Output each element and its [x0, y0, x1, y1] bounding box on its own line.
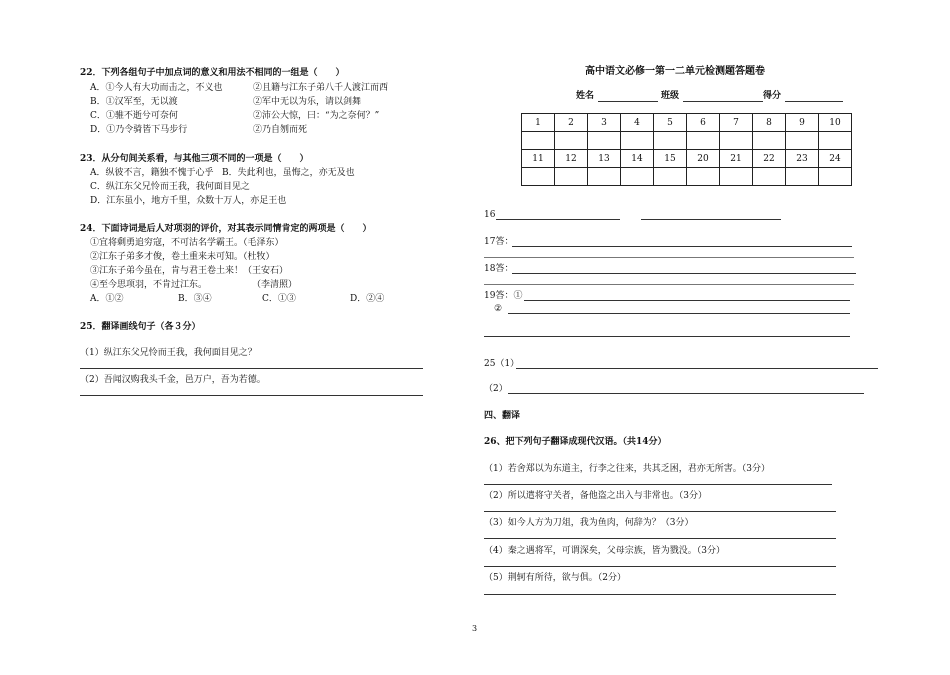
q26-item-3: （3）如今人方为刀俎，我为鱼肉，何辞为？（3分）	[484, 518, 694, 528]
q19-answer-line-2[interactable]	[508, 313, 850, 314]
q22-option-c1: C．①骓不逝兮可奈何	[90, 111, 178, 121]
q17-label: 17答：	[484, 237, 514, 247]
grid-answer-cell[interactable]	[588, 132, 621, 150]
grid-answer-cell[interactable]	[720, 132, 753, 150]
q25-answer-line-1[interactable]	[80, 368, 423, 369]
q25-item-1: （1）纵江东父兄怜而王我，我何面目见之？	[80, 348, 257, 358]
grid-answer-cell[interactable]	[522, 132, 555, 150]
q22-option-c2: ②沛公大惊，曰：“为之奈何？”	[253, 111, 380, 121]
grid-answer-cell[interactable]	[720, 168, 753, 186]
q24-choice-c: C．①③	[262, 294, 296, 304]
q24-choice-a: A．①②	[90, 294, 124, 304]
q26-item-2: （2）所以遣将守关者，备他盗之出入与非常也。（3分）	[484, 491, 707, 501]
grid-cell-number: 7	[720, 114, 753, 132]
q26-item-1: （1）若舍郑以为东道主，行李之往来，共其乏困，君亦无所害。（3分）	[484, 464, 770, 474]
q16-answer-line-2[interactable]	[641, 219, 781, 220]
q22-option-b1: B．①汉军至，无以渡	[90, 97, 178, 107]
answer-grid	[521, 113, 852, 186]
grid-cell-number: 12	[555, 150, 588, 168]
grid-answer-cell[interactable]	[522, 168, 555, 186]
q22-stem: 22．下列各组句子中加点词的意义和用法不相同的一组是（ ）	[80, 68, 345, 78]
q16-label: 16	[484, 210, 496, 220]
q23-stem: 23．从分句间关系看，与其他三项不同的一项是（ ）	[80, 154, 309, 164]
q26-answer-line-4[interactable]	[484, 566, 836, 567]
grid-cell-number: 9	[786, 114, 819, 132]
grid-cell-number: 11	[522, 150, 555, 168]
q23-option-a: A．纵彼不言，籍独不愧于心乎	[90, 168, 214, 178]
class-field[interactable]	[683, 101, 763, 102]
grid-row-answers-2	[522, 168, 852, 186]
answer-sheet-title: 高中语文必修一第一二单元检测题答题卷	[585, 66, 765, 77]
grid-answer-cell[interactable]	[687, 168, 720, 186]
q23-option-c: C．纵江东父兄怜而王我，我何面目见之	[90, 182, 250, 192]
q22-option-a2: ②且籍与江东子弟八千人渡江而西	[253, 83, 389, 93]
grid-answer-cell[interactable]	[621, 168, 654, 186]
q22-option-a1: A．①今人有大功而击之，不义也	[90, 83, 223, 93]
q25-1-answer-line[interactable]	[516, 368, 878, 369]
grid-answer-cell[interactable]	[621, 132, 654, 150]
score-field[interactable]	[785, 101, 843, 102]
grid-answer-cell[interactable]	[588, 168, 621, 186]
q25-2-answer-line[interactable]	[508, 393, 864, 394]
q17-answer-line-1[interactable]	[512, 246, 852, 247]
q18-label: 18答：	[484, 264, 514, 274]
q19-part-2-label: ②	[494, 304, 503, 314]
grid-answer-cell[interactable]	[687, 132, 720, 150]
grid-cell-number: 8	[753, 114, 786, 132]
grid-row-numbers-1	[522, 114, 852, 132]
q26-item-4: （4）秦之遇将军，可谓深矣，父母宗族，皆为戮没。（3分）	[484, 546, 725, 556]
grid-answer-cell[interactable]	[555, 132, 588, 150]
q22-option-d2: ②乃自刎而死	[253, 125, 308, 135]
grid-answer-cell[interactable]	[786, 168, 819, 186]
class-label: 班级	[661, 91, 680, 101]
grid-cell-number: 14	[621, 150, 654, 168]
grid-cell-number: 20	[687, 150, 720, 168]
q24-line-3: ③江东子弟今虽在，肯与君王卷土来！（王安石）	[90, 266, 289, 276]
grid-cell-number: 21	[720, 150, 753, 168]
q24-choice-d: D．②④	[350, 294, 385, 304]
grid-answer-cell[interactable]	[555, 168, 588, 186]
q24-line-2: ②江东子弟多才俊，卷土重来未可知。（杜牧）	[90, 252, 275, 262]
grid-answer-cell[interactable]	[819, 168, 852, 186]
q22-option-d1: D．①乃令骑皆下马步行	[90, 125, 188, 135]
q24-stem: 24．下面诗词是后人对项羽的评价，对其表示同情肯定的两项是（ ）	[80, 224, 372, 234]
grid-cell-number: 2	[555, 114, 588, 132]
q26-answer-line-3[interactable]	[484, 538, 836, 539]
grid-cell-number: 5	[654, 114, 687, 132]
q25-answer-line-2[interactable]	[80, 395, 423, 396]
q17-answer-line-2[interactable]	[484, 257, 854, 258]
q19-answer-line-1[interactable]	[524, 300, 850, 301]
q25-1-label: 25（1）	[484, 359, 520, 369]
q18-answer-line-1[interactable]	[512, 273, 856, 274]
grid-cell-number: 13	[588, 150, 621, 168]
grid-cell-number: 3	[588, 114, 621, 132]
grid-answer-cell[interactable]	[819, 132, 852, 150]
grid-cell-number: 22	[753, 150, 786, 168]
q26-stem: 26、把下列句子翻译成现代汉语。（共14分）	[484, 437, 667, 447]
grid-cell-number: 23	[786, 150, 819, 168]
grid-cell-number: 15	[654, 150, 687, 168]
q25-item-2: （2）吾闻汉购我头千金，邑万户，吾为若德。	[80, 375, 266, 385]
grid-answer-cell[interactable]	[753, 168, 786, 186]
q24-line-4-author: （李清照）	[252, 280, 298, 290]
q26-item-5: （5）荆轲有所待，欲与俱。（2分）	[484, 573, 626, 583]
grid-cell-number: 4	[621, 114, 654, 132]
grid-answer-cell[interactable]	[753, 132, 786, 150]
grid-row-numbers-2	[522, 150, 852, 168]
grid-cell-number: 1	[522, 114, 555, 132]
q25-stem: 25．翻译画线句子（各３分）	[80, 322, 201, 332]
q25-2-label: （2）	[484, 384, 508, 394]
q23-option-b: B．失此利也，虽悔之，亦无及也	[222, 168, 355, 178]
q19-label: 19答：①	[484, 291, 523, 301]
q26-answer-line-1[interactable]	[484, 484, 832, 485]
q26-answer-line-5[interactable]	[484, 594, 836, 595]
q16-answer-line-1[interactable]	[496, 219, 620, 220]
grid-row-answers-1	[522, 132, 852, 150]
q19-answer-line-3[interactable]	[484, 336, 850, 337]
q24-line-1: ①宜将剩勇追穷寇，不可沽名学霸王。（毛泽东）	[90, 238, 284, 248]
q26-answer-line-2[interactable]	[484, 511, 836, 512]
grid-cell-number: 6	[687, 114, 720, 132]
name-label: 姓名	[576, 91, 595, 101]
section-4-heading: 四、翻译	[484, 411, 521, 421]
q18-answer-line-2[interactable]	[484, 284, 854, 285]
q24-choice-b: B．③④	[178, 294, 212, 304]
grid-cell-number: 10	[819, 114, 852, 132]
grid-answer-cell[interactable]	[786, 132, 819, 150]
score-label: 得分	[763, 91, 782, 101]
grid-cell-number: 24	[819, 150, 852, 168]
q23-option-d: D．江东虽小，地方千里，众数十万人，亦足王也	[90, 196, 287, 206]
page-number: 3	[472, 624, 478, 633]
q22-option-b2: ②军中无以为乐，请以剑舞	[253, 97, 362, 107]
q24-line-4: ④至今思项羽，不肯过江东。	[90, 280, 208, 290]
grid-answer-cell[interactable]	[654, 168, 687, 186]
name-field[interactable]	[598, 101, 658, 102]
grid-answer-cell[interactable]	[654, 132, 687, 150]
